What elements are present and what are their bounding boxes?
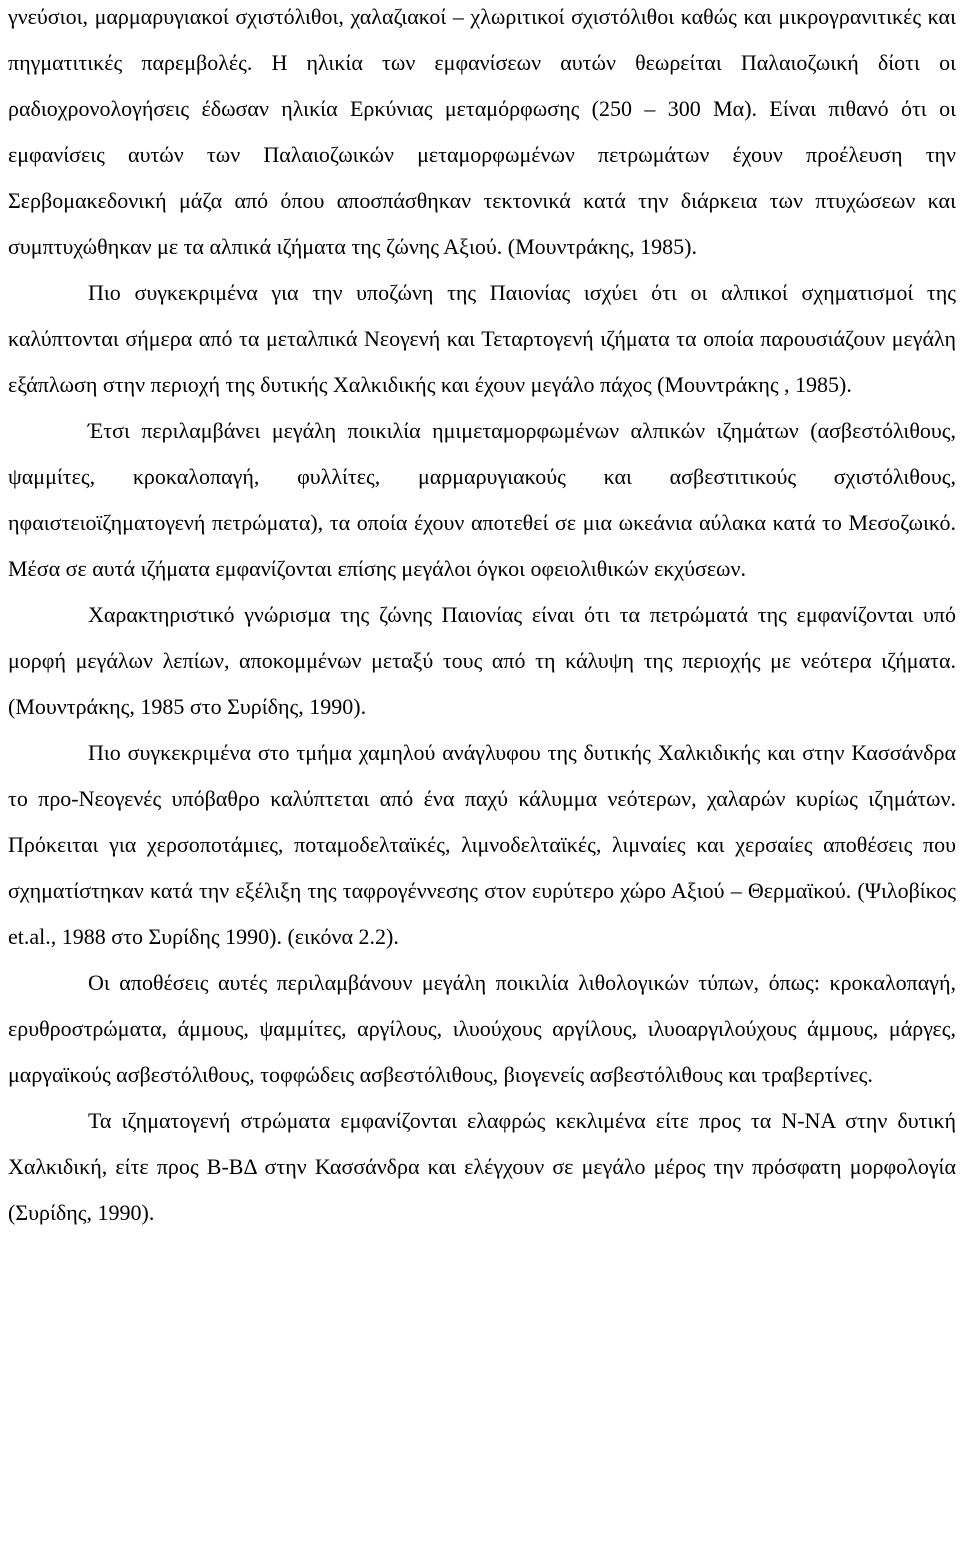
paragraph-characteristic-feature: Χαρακτηριστικό γνώρισμα της ζώνης Παιονίας είναι ότι τα πετρώματά της εμφανίζονται υπό μορφή μεγάλων λεπίων, αποκομμένων μεταξύ τους από τη κάλυψη της περιοχής με νεότερα ιζήματα. (Μουντράκης, 1985 στο Συρίδης, 1990).	[8, 602, 956, 719]
paragraph-continuation: γνεύσιοι, μαρμαρυγιακοί σχιστόλιθοι, χαλαζιακοί – χλωριτικοί σχιστόλιθοι καθώς και μικρογρανιτικές και πηγματιτικές παρεμβολές. Η ηλικία των εμφανίσεων αυτών θεωρείται Παλαιοζωική δίοτι οι ραδιοχρονολογήσεις έδωσαν ηλικία Ερκύνιας μεταμόρφωσης (250 – 300 Μα). Είναι πιθανό ότι οι εμφανίσεις αυτών των Παλαιοζωικών μεταμορφωμένων πετρωμάτων έχουν προέλευση την Σερβομακεδονική μάζα από όπου αποσπάσθηκαν τεκτονικά κατά την διάρκεια των πτυχώσεων και συμπτυχώθηκαν με τα αλπικά ιζήματα της ζώνης Αξιού. (Μουντράκης, 1985).	[8, 4, 956, 259]
paragraph-paionia-subzone: Πιο συγκεκριμένα για την υποζώνη της Παιονίας ισχύει ότι οι αλπικοί σχηματισμοί της καλύπτονται σήμερα από τα μεταλπικά Νεογενή και Τεταρτογενή ιζήματα τα οποία παρουσιάζουν μεγάλη εξάπλωση στην περιοχή της δυτικής Χαλκιδικής και έχουν μεγάλο πάχος (Μουντράκης , 1985).	[8, 280, 956, 397]
paragraph-sediment-dip: Τα ιζηματογενή στρώματα εμφανίζονται ελαφρώς κεκλιμένα είτε προς τα Ν-ΝΑ στην δυτική Χαλκιδική, είτε προς Β-ΒΔ στην Κασσάνδρα και ελέγχουν σε μεγάλο μέρος την πρόσφατη μορφολογία (Συρίδης, 1990).	[8, 1108, 956, 1225]
paragraph-lithology-types: Οι αποθέσεις αυτές περιλαμβάνουν μεγάλη ποικιλία λιθολογικών τύπων, όπως: κροκαλοπαγή, ερυθροστρώματα, άμμους, ψαμμίτες, αργίλους, ιλυούχους αργίλους, ιλυοαργιλούχους άμμους, μάργες, μαργαϊκούς ασβεστόλιθους, τοφφώδεις ασβεστόλιθους, βιογενείς ασβεστόλιθους και τραβερτίνες.	[8, 970, 956, 1087]
paragraph-alpine-sediments: Έτσι περιλαμβάνει μεγάλη ποικιλία ημιμεταμορφωμένων αλπικών ιζημάτων (ασβεστόλιθους, ψαμμίτες, κροκαλοπαγή, φυλλίτες, μαρμαρυγιακούς και ασβεστιτικούς σχιστόλιθους, ηφαιστειοϊζηματογενή πετρώματα), τα οποία έχουν αποτεθεί σε μια ωκεάνια αύλακα κατά το Μεσοζωικό. Μέσα σε αυτά ιζήματα εμφανίζονται επίσης μεγάλοι όγκοι οφειολιθικών εκχύσεων.	[8, 418, 956, 581]
document-page	[8, 0, 956, 1236]
paragraph-kassandra-basement: Πιο συγκεκριμένα στο τμήμα χαμηλού ανάγλυφου της δυτικής Χαλκιδικής και στην Κασσάνδρα το προ-Νεογενές υπόβαθρο καλύπτεται από ένα παχύ κάλυμμα νεότερων, χαλαρών κυρίως ιζημάτων. Πρόκειται για χερσοποτάμιες, ποταμοδελταϊκές, λιμνοδελταϊκές, λιμναίες και χερσαίες αποθέσεις που σχηματίστηκαν κατά την εξέλιξη της ταφρογέννεσης στον ευρύτερο χώρο Αξιού – Θερμαϊκού. (Ψιλοβίκος et.al., 1988 στο Συρίδης 1990). (εικόνα 2.2).	[8, 740, 956, 949]
